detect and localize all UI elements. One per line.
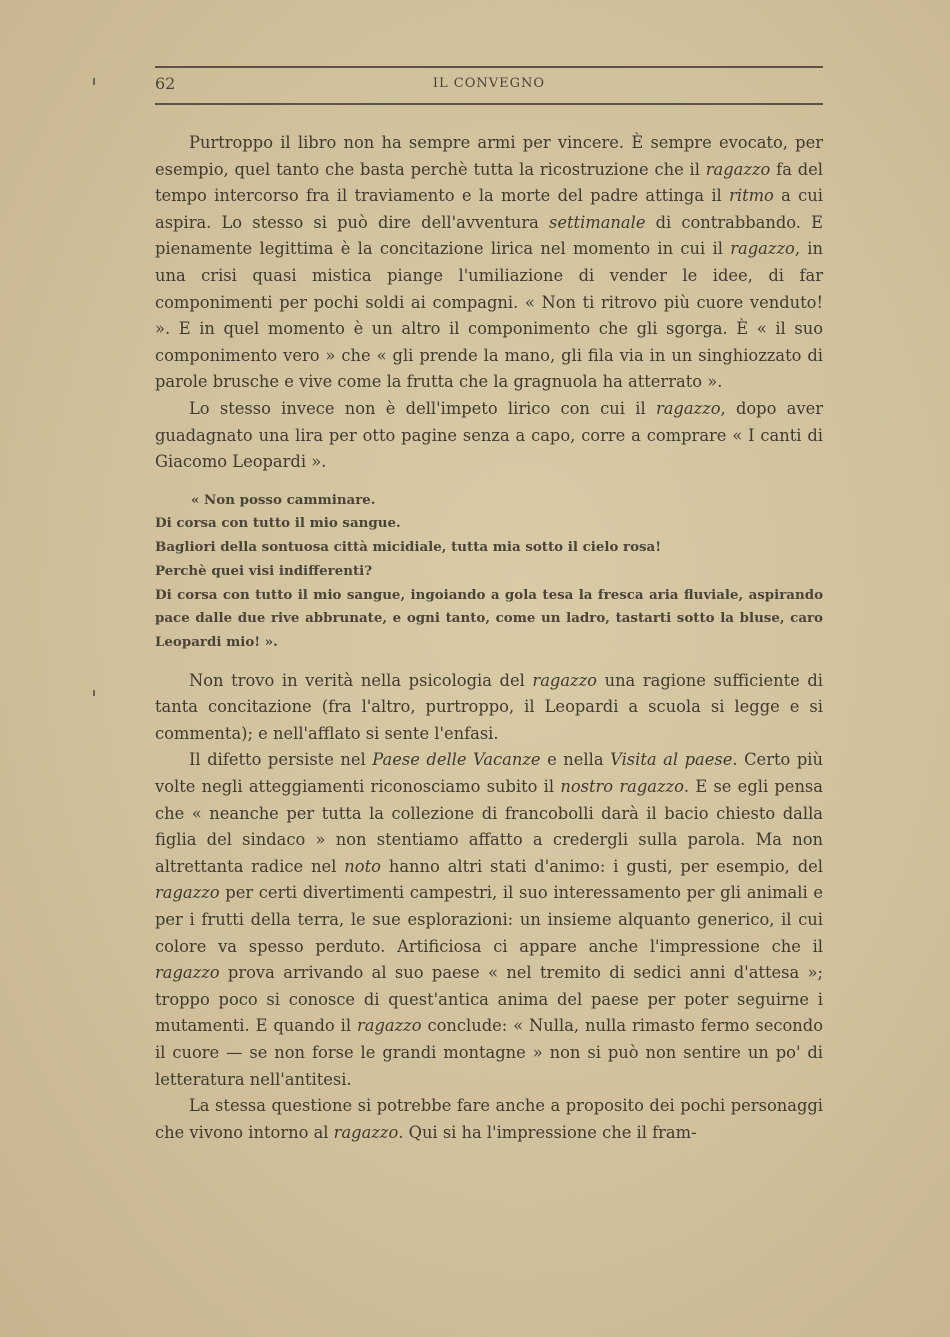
italic-term: Paese delle Vacanze	[372, 750, 541, 770]
italic-term: settimanale	[549, 212, 646, 232]
italic-term: ragazzo	[333, 1122, 399, 1142]
paragraph: Non trovo in verità nella psicologia del ragazzo una ragione sufficiente di tanta concitazione (fra l'altro, purtroppo, il Leopardi a scuola si legge e si commenta); e nell'afflato si sente l'enfasi.	[155, 670, 823, 743]
italic-term: ragazzo	[655, 398, 721, 418]
quote-line: Di corsa con tutto il mio sangue.	[155, 515, 401, 532]
italic-term: noto	[344, 856, 381, 876]
italic-term: ragazzo	[155, 963, 220, 983]
page-number: 62	[155, 74, 176, 93]
italic-term: ragazzo	[155, 883, 220, 903]
quote-line: « Non posso camminare.	[191, 491, 376, 508]
quote-prose: Di corsa con tutto il mio sangue, ingoiando a gola tesa la fresca aria fluviale, aspirando pace dalle due rive abbrunate, e ogni tanto, come un ladro, tastarti sotto la bluse, caro Leopardi mio! ».	[155, 586, 823, 650]
quote-line: Bagliori della sontuosa città micidiale, tutta mia sotto il cielo rosa!	[155, 539, 662, 556]
italic-term: ragazzo	[705, 159, 771, 179]
paragraph: Il difetto persiste nel Paese delle Vacanze e nella Visita al paese. Certo più volte negli atteggiamenti riconosciamo subito il nostro ragazzo. E se egli pensa che « neanche per tutta la collezione di francobolli darà il bacio chiesto dalla figlia del sindaco » non stentiamo affatto a credergli sulla parola. Ma non altrettanta radice nel noto hanno altri stati d'animo: i gusti, per esempio, del ragazzo per certi divertimenti campestri, il suo interessamento per gli animali e per i frutti della terra, le sue esplorazioni: un insieme alquanto generico, il cui colore va spesso perduto. Artificiosa ci appare anche l'impressione che il ragazzo prova arrivando al suo paese « nel tremito di sedici anni d'attesa »; troppo poco si conosce di quest'antica anima del paese per poter seguirne i mutamenti. E quando il ragazzo conclude: « Nulla, nulla rimasto fermo secondo il cuore — se non forse le grandi montagne » non si può non sentire un po' di letteratura nell'antitesi.	[155, 750, 824, 1089]
running-header	[155, 74, 823, 96]
paragraph: La stessa questione si potrebbe fare anche a proposito dei pochi personaggi che vivono intorno al ragazzo. Qui si ha l'impressione che il fram-	[155, 1096, 823, 1142]
italic-term: ritmo	[729, 186, 774, 206]
italic-term: nostro ragazzo	[560, 777, 684, 797]
margin-speck	[93, 690, 95, 696]
italic-term: Visita al paese	[610, 750, 733, 770]
paragraph: Lo stesso invece non è dell'impeto lirico con cui il ragazzo, dopo aver guadagnato una lira per otto pagine senza a capo, corre a comprare « I canti di Giacomo Leopardi ».	[155, 398, 823, 472]
body-text	[155, 130, 823, 1146]
margin-speck	[93, 78, 95, 85]
header-rule-bottom	[155, 103, 823, 105]
italic-term: ragazzo	[730, 239, 795, 259]
header-rule-top	[155, 66, 823, 68]
italic-term: ragazzo	[356, 1016, 422, 1036]
block-quote	[155, 489, 823, 655]
running-title: IL CONVEGNO	[432, 76, 546, 91]
italic-term: ragazzo	[532, 670, 597, 690]
quote-line: Perchè quei visi indifferenti?	[155, 562, 373, 579]
paragraph: Purtroppo il libro non ha sempre armi per vincere. È sempre evocato, per esempio, quel tanto che basta perchè tutta la ricostruzione che il ragazzo fa del tempo intercorso fra il traviamento e la morte del padre attinga il ritmo a cui aspira. Lo stesso si può dire dell'avventura settimanale di contrabbando. E pienamente legittima è la concitazione lirica nel momento in cui il ragazzo, in una crisi quasi mistica piange l'umiliazione di vender le idee, di far componimenti per pochi soldi ai compagni. « Non ti ritrovo più cuore venduto! ». E in quel momento è un altro il componimento che gli sgorga. È « il suo componimento vero » che « gli prende la mano, gli fila via in un singhiozzato di parole brusche e vive come la frutta che la gragnuola ha atterrato ».	[155, 133, 823, 392]
